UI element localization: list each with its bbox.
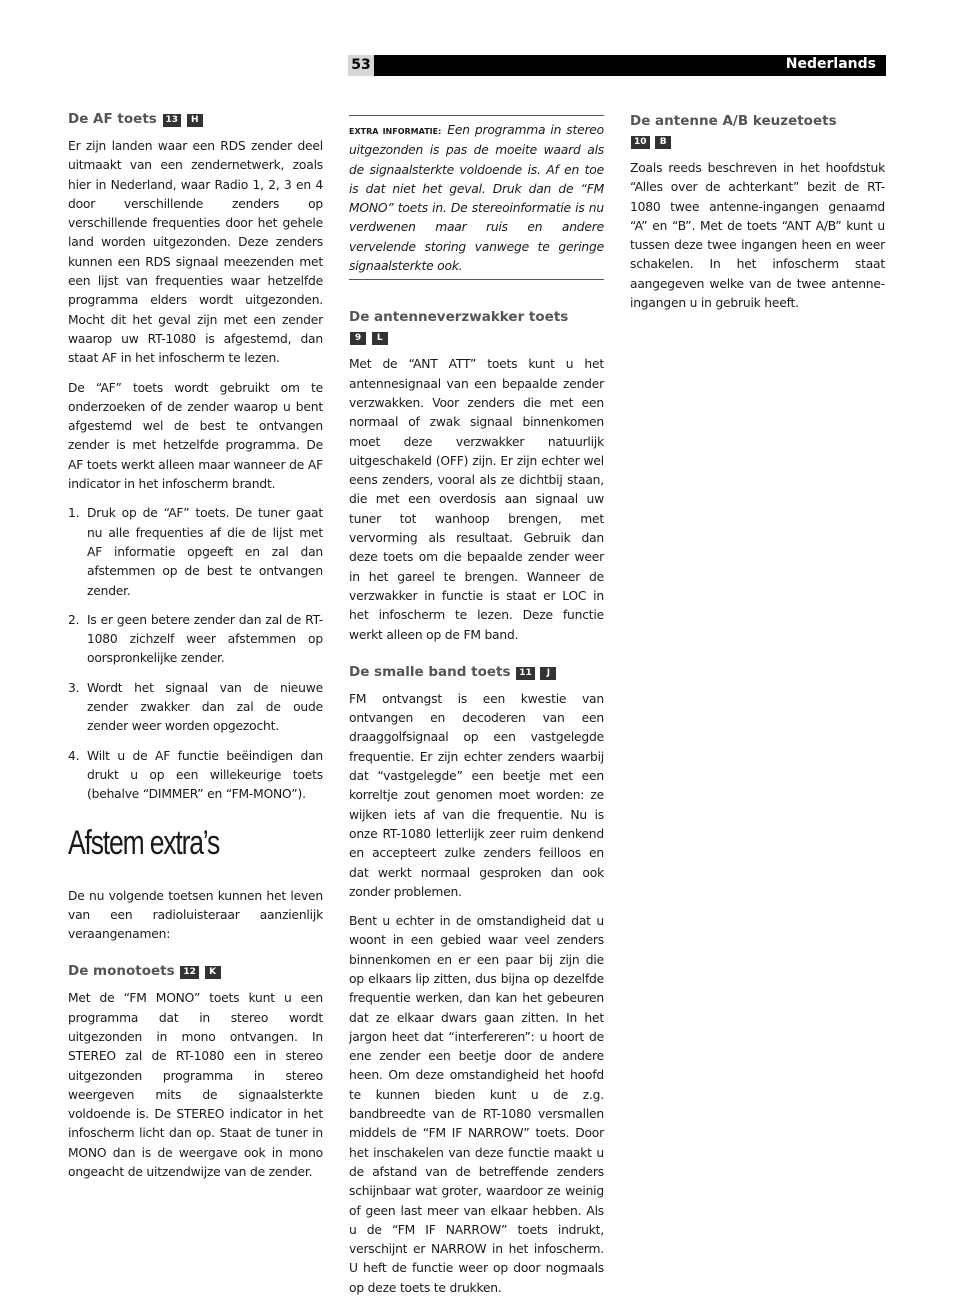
mono-paragraph: Met de “FM MONO” toets kunt u een programma dat in stereo wordt uitgezonden in mono ontvangen. In STEREO zal de RT-1080 een in stereo uitgezonden programma in stereo weergeven mits de signaalsterkte voldoende is. De STEREO indicator in het infoscherm licht dan op. Staat de tuner in MONO dan is de weergave ook in mono ongeacht de uitzendwijze van de zender. <box>68 991 323 1180</box>
af-steps-list <box>68 504 323 804</box>
narrow-heading <box>349 663 604 681</box>
ab-heading-text: De antenne A/B keuzetoets <box>630 113 837 129</box>
mono-badge-letter: K <box>205 966 221 979</box>
narrow-paragraph-1: FM ontvangst is een kwestie van ontvangen en decoderen van een draaggolfsignaal op een vastgelegde frequentie. Er zijn echter zenders waarbij dat “vastgelegde” een beetje met een korreltje zout genomen moet worden: ze wijken iets af van die frequentie. Nu is onze RT-1080 letterlijk zeer ruim denkend en accepteert zulke zenders feilloos en dat werkt normaal gesproken dan ook zonder problemen. <box>349 691 604 899</box>
step-text: Wilt u de AF functie beëindigen dan drukt u op een willekeurige toets (behalve “DIMMER” en “FM-MONO”). <box>87 748 323 802</box>
af-badge-letter: H <box>187 114 203 127</box>
att-heading <box>349 308 604 346</box>
note-text: Een programma in stereo uitgezonden is pas de moeite waard als de signaalsterkte voldoende is. Af en toe is dat niet het geval. Druk dan de “FM MONO” toets in. De stereoinformatie is nu verdwenen maar ruis en andere vervelende storing vanwege te geringe signaalsterkte ook. <box>349 123 604 274</box>
step-number: 1. <box>68 506 80 521</box>
page-number: 53 <box>348 55 374 76</box>
af-paragraph-2: De “AF” toets wordt gebruikt om te onderzoeken of de zender waarop u bent afgestemd wel de best te ontvangen zender is met hetzelfde programma. De AF toets werkt alleen maar wanneer de AF indicator in het infoscherm brandt. <box>68 380 323 492</box>
page-header-bar <box>348 55 886 76</box>
ab-heading <box>630 112 885 150</box>
att-badge-number: 9 <box>350 332 366 345</box>
language-label: Nederlands <box>785 56 876 72</box>
ab-badge-number: 10 <box>631 136 650 149</box>
ab-badge-row <box>630 132 885 150</box>
step-text: Is er geen betere zender dan zal de RT-1080 zichzelf weer afstemmen op oorspronkelijke zender. <box>87 612 323 666</box>
section-intro: De nu volgende toetsen kunnen het leven van een radioluisteraar aanzienlijk veraangenamen: <box>68 888 323 942</box>
note-label: EXTRA INFORMATIE: <box>349 127 442 136</box>
step-number: 3. <box>68 680 80 695</box>
extra-info-note <box>349 115 604 280</box>
narrow-badge-number: 11 <box>516 667 535 680</box>
ab-badge-letter: B <box>655 136 671 149</box>
ab-paragraph: Zoals reeds beschreven in het hoofdstuk “Alles over de achterkant” bezit de RT-1080 twee antenne-ingangen genaamd “A” en “B”. Met de toets “ANT A/B” kunt u tussen deze twee ingangen heen en weer schakelen. In het infoscherm staat aangegeven welke van de twee antenne-ingangen u in gebruik heeft. <box>630 161 885 311</box>
list-item <box>68 611 323 669</box>
att-heading-text: De antenneverzwakker toets <box>349 309 569 326</box>
af-heading-text: De AF toets <box>68 111 157 127</box>
narrow-badge-letter: J <box>540 667 556 680</box>
step-text: Wordt het signaal van de nieuwe zender zwakker dan zal de oude zender weer worden opgezocht. <box>87 680 323 734</box>
column-left <box>68 110 323 1192</box>
list-item <box>68 747 323 805</box>
mono-heading <box>68 962 323 980</box>
column-right <box>630 112 885 323</box>
af-badge-number: 13 <box>163 114 182 127</box>
list-item <box>68 679 323 737</box>
mono-heading-text: De monotoets <box>68 963 175 980</box>
af-paragraph-1: Er zijn landen waar een RDS zender deel uitmaakt van een zendernetwerk, zoals hier in Nederland, waar Radio 1, 2, 3 en 4 door verschillende zenders op verschillende frequenties door het gehele land worden uitgezonden. Deze zenders kunnen een RDS signaal meezenden met een lijst van frequenties waar hetzelfde programma elders wordt uitgezonden. Mocht dit het geval zijn met een zender waarop uw RT-1080 is afgestemd, dan staat AF in het infoscherm te lezen. <box>68 139 323 366</box>
narrow-paragraph-2: Bent u echter in de omstandigheid dat u woont in een gebied waar veel zenders binnenkomen en er een paar bij zijn die op elkaars lip zitten, dus bijna op dezelfde frequentie werken, dan kan het gebeuren dat ze elkaar dwars gaan zitten. In het jargon heet dat “interfereren”: u hoort de ene zender een beetje door de andere heen. Om deze omstandigheid het hoofd te kunnen bieden kunt u de z.g. bandbreedte van de RT-1080 versmallen middels de “FM IF NARROW” toets. Door het inschakelen van deze functie maakt u de afstand van de betreffende zenders schijnbaar wat groter, waardoor ze weinig of geen last meer van elkaar hebben. Als u de “FM IF NARROW” toets indrukt, verschijnt er NARROW in het infoscherm. U heft de functie weer op door nogmaals op deze toets te drukken. <box>349 914 604 1295</box>
column-middle <box>349 109 604 1308</box>
step-number: 4. <box>68 748 80 763</box>
step-number: 2. <box>68 612 80 627</box>
list-item <box>68 504 323 600</box>
mono-badge-number: 12 <box>180 966 199 979</box>
att-paragraph: Met de “ANT ATT” toets kunt u het antennesignaal van een bepaalde zender verzwakken. Voor zenders die met een normaal of zwak signaal binnenkomen moet deze verzwakker natuurlijk uitgeschakeld (OFF) zijn. Er zijn echter wel eens zenders, vooral als ze dichtbij staan, die met een overdosis aan signaal uw tuner tot wanhoop brengen, met vervorming als resultaat. Gebruik dan deze toets om die bepaalde zender weer in het gareel te brengen. Wanneer de verzwakker in functie is staat er LOC in het infoscherm te lezen. Deze functie werkt alleen op de FM band. <box>349 357 604 642</box>
att-badge-row <box>349 328 604 346</box>
section-title: Afstem extra’s <box>68 823 220 862</box>
step-text: Druk op de “AF” toets. De tuner gaat nu alle frequenties af die de lijst met AF informatie opgeeft en zal dan afstemmen op de best te ontvangen zender. <box>87 506 323 598</box>
note-paragraph <box>349 121 604 276</box>
narrow-heading-text: De smalle band toets <box>349 663 511 680</box>
att-badge-letter: L <box>372 332 388 345</box>
af-heading <box>68 110 323 128</box>
